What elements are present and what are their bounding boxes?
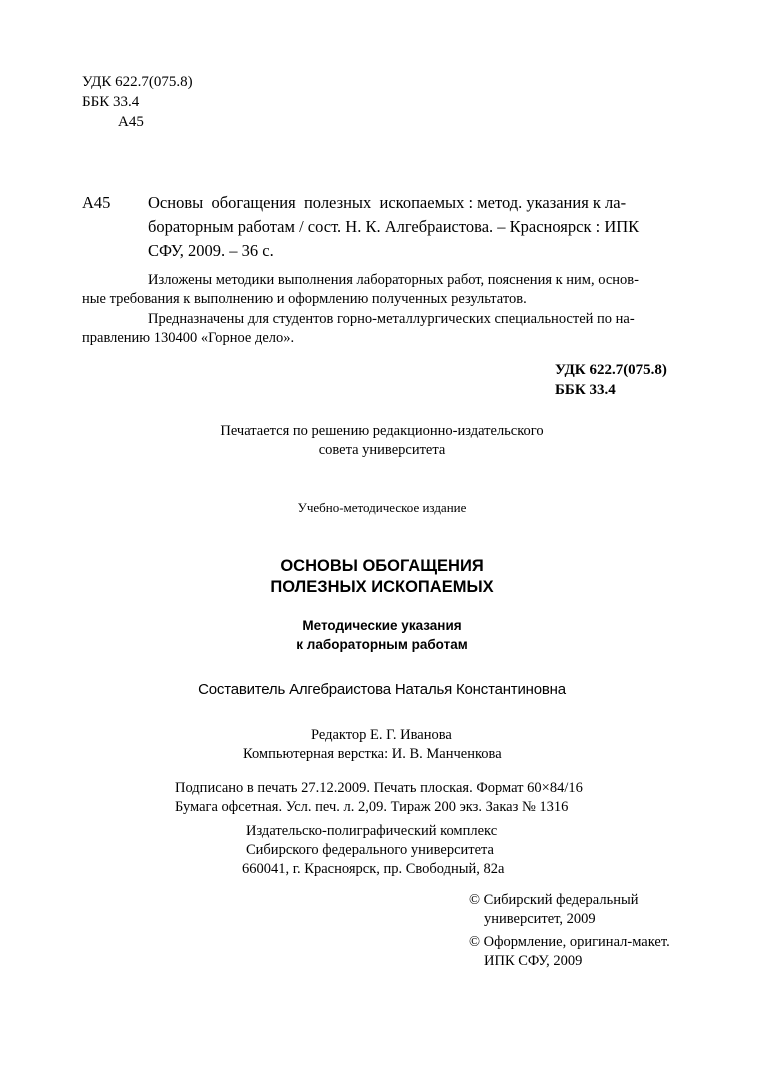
subtitle-line-2: к лабораторным работам [296, 637, 468, 652]
copyright-2-line-1: © Оформление, оригинал-макет. [469, 934, 670, 950]
publish-decision-line-2: совета университета [318, 442, 446, 458]
publisher-line-1: Издательско-полиграфический комплекс [246, 823, 498, 839]
bib-line-1-text: Основы обогащения полезных ископаемых : метод. указания к ла- [148, 193, 627, 212]
print-info-line-1: Подписано в печать 27.12.2009. Печать плоская. Формат 60×84/16 [175, 780, 583, 796]
copyright-2-line-2: ИПК СФУ, 2009 [484, 953, 583, 969]
classification-bbk: ББК 33.4 [555, 382, 616, 398]
copyright-1-line-1: © Сибирский федеральный [469, 892, 639, 908]
header-author-sign: А45 [118, 114, 144, 130]
abstract-line-3: Предназначены для студентов горно-металлургических специальностей по на- [148, 311, 635, 327]
abstract-line-2: ные требования к выполнению и оформлению полученных результатов. [82, 291, 527, 307]
publisher-line-3: 660041, г. Красноярск, пр. Свободный, 82а [242, 861, 505, 877]
bib-line-3: СФУ, 2009. – 36 с. [148, 241, 274, 260]
bib-line-1 [148, 193, 681, 212]
copyright-1-line-2: университет, 2009 [484, 911, 596, 927]
edition-type: Учебно-методическое издание [297, 500, 467, 515]
publish-decision-line-1: Печатается по решению редакционно-издательского [220, 423, 544, 439]
title-line-2: ПОЛЕЗНЫХ ИСКОПАЕМЫХ [270, 578, 494, 596]
abstract-line-1: Изложены методики выполнения лабораторных работ, пояснения к ним, основ- [148, 272, 639, 288]
editor: Редактор Е. Г. Иванова [311, 727, 452, 743]
publisher-line-2: Сибирского федерального университета [246, 842, 494, 858]
bib-line-2: бораторным работам / сост. Н. К. Алгебраистова. – Красноярск : ИПК [148, 217, 640, 236]
abstract-line-4: правлению 130400 «Горное дело». [82, 330, 295, 346]
title-line-1: ОСНОВЫ ОБОГАЩЕНИЯ [280, 557, 484, 575]
layout-designer: Компьютерная верстка: И. В. Манченкова [243, 746, 502, 762]
bib-index: А45 [82, 193, 111, 212]
compiler: Составитель Алгебраистова Наталья Константиновна [198, 681, 566, 698]
header-udk: УДК 622.7(075.8) [82, 74, 193, 90]
subtitle-line-1: Методические указания [302, 618, 462, 633]
header-bbk: ББК 33.4 [82, 94, 140, 110]
classification-udk: УДК 622.7(075.8) [555, 362, 667, 378]
print-info-line-2: Бумага офсетная. Усл. печ. л. 2,09. Тираж 200 экз. Заказ № 1316 [175, 799, 569, 815]
